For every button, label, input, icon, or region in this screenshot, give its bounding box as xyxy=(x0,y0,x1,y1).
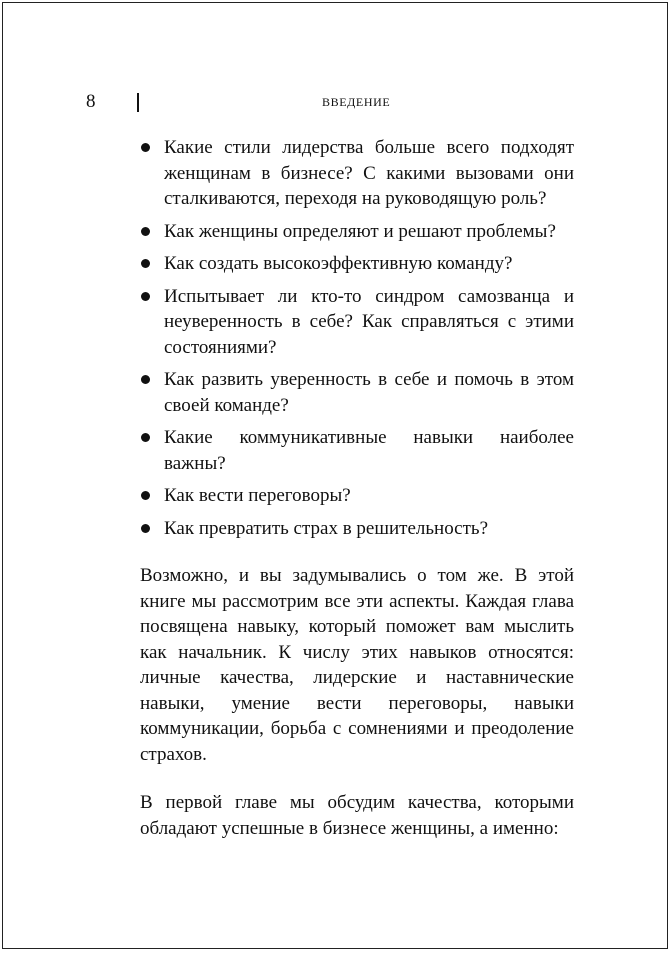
running-head: ВВЕДЕНИЕ xyxy=(322,95,391,109)
list-item-text: Испытывает ли кто-то синдром самозванца и неуверенность в себе? Как справляться с этими состояниями? xyxy=(164,285,574,358)
list-item xyxy=(140,367,574,418)
page-number: 8 xyxy=(86,91,96,112)
body-paragraph: В первой главе мы обсудим качества, которыми обладают успешные в бизнесе женщины, а именно: xyxy=(140,792,574,839)
page-body xyxy=(140,135,574,841)
list-item xyxy=(140,135,574,212)
bullet-icon xyxy=(141,227,150,236)
header-rule xyxy=(137,93,139,112)
bullet-icon xyxy=(141,524,150,533)
list-item-text: Какие коммуникативные навыки наиболее важны? xyxy=(164,427,574,474)
body-paragraph: Возможно, и вы задумывались о том же. В этой книге мы рассмотрим все эти аспекты. Каждая глава посвящена навыку, который поможет вам мыслить как начальник. К числу этих навыков относятся: личные качества, лидерские и наставнические навыки, умение вести переговоры, навыки коммуникации, борьба с сомнениями и преодоление страхов. xyxy=(140,565,574,765)
bullet-icon xyxy=(141,292,150,301)
list-item-text: Как развить уверенность в себе и помочь в этом своей команде? xyxy=(164,369,574,416)
list-item-text: Как женщины определяют и решают проблемы? xyxy=(164,220,556,242)
list-item xyxy=(140,483,574,509)
bullet-icon xyxy=(141,433,150,442)
list-item xyxy=(140,219,574,245)
bullet-icon xyxy=(141,375,150,384)
list-item xyxy=(140,284,574,361)
list-item xyxy=(140,251,574,277)
bullet-icon xyxy=(141,491,150,500)
list-item-text: Как вести переговоры? xyxy=(164,485,351,506)
list-item xyxy=(140,516,574,542)
question-list xyxy=(140,135,574,541)
list-item xyxy=(140,425,574,476)
list-item-text: Как создать высокоэффективную команду? xyxy=(164,253,513,274)
bullet-icon xyxy=(141,259,150,268)
list-item-text: Какие стили лидерства больше всего подходят женщинам в бизнесе? С какими вызовами они сталкиваются, переходя на руководящую роль? xyxy=(164,137,574,209)
list-item-text: Как превратить страх в решительность? xyxy=(164,517,489,539)
bullet-icon xyxy=(141,143,150,152)
